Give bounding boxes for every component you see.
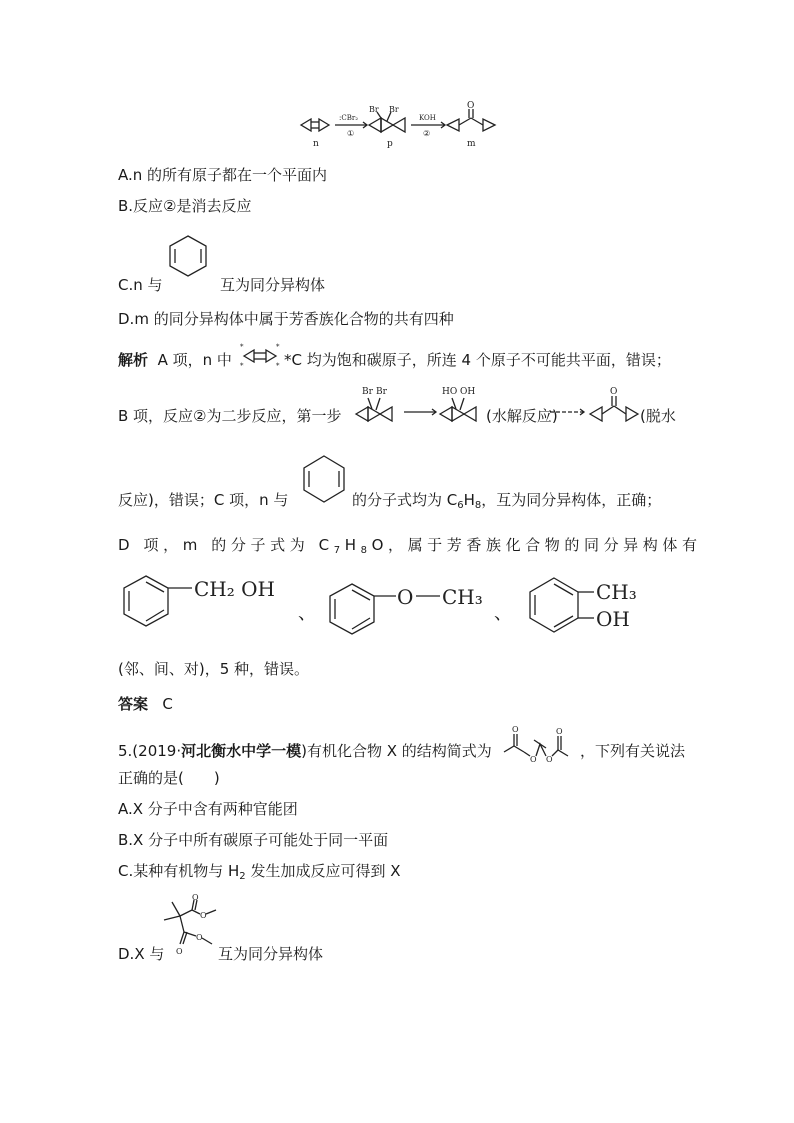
oxygen: O — [467, 101, 475, 111]
x-o-4: O — [556, 727, 563, 736]
option-c-suffix: 互为同分异构体 — [220, 276, 326, 294]
q5-stem-a: )有机化合物 X 的结构简式为 — [301, 742, 492, 760]
ch3-label-1: CH₃ — [442, 585, 483, 609]
analysis-line4a: D 项，m 的分子式为 C — [118, 536, 334, 554]
iso-o-2: O — [200, 911, 207, 920]
br-b: Br — [376, 387, 387, 397]
iso-o-3: O — [176, 947, 183, 956]
q5-option-b: B.X 分子中所有碳原子可能处于同一平面 — [118, 831, 389, 849]
analysis-line5: (邻、间、对)，5 种，错误。 — [118, 660, 310, 678]
reagent-2: KOH — [419, 114, 436, 122]
option-a: A.n 的所有原子都在一个平面内 — [118, 166, 328, 184]
reagent-1: :CBr₂ — [339, 114, 359, 122]
ch2oh-label: CH₂ OH — [194, 577, 275, 601]
br-1: Br — [369, 105, 379, 114]
analysis-line3b: 的分子式均为 C — [352, 491, 458, 509]
q5-prefix: 5.(2019· — [118, 742, 182, 760]
q5-option-c-a: C.某种有机物与 H — [118, 862, 240, 880]
reaction-scheme — [295, 100, 505, 150]
x-o-3: O — [546, 755, 553, 764]
x-o-1: O — [512, 725, 519, 734]
answer-value: C — [162, 695, 173, 713]
q5-option-d-prefix: D.X 与 — [118, 945, 165, 963]
anisole-structure — [324, 580, 494, 642]
step-2: ② — [423, 129, 431, 138]
analysis-line4b: O，属于芳香族化合物的同分异构体有 — [371, 536, 702, 554]
analysis-line1b: C 均为饱和碳原子，所连 4 个原子不可能共平面，错误； — [291, 351, 671, 369]
q5-option-d-suffix: 互为同分异构体 — [218, 945, 324, 963]
separator-1: 、 — [298, 603, 316, 624]
ether-o-label: O — [397, 585, 414, 609]
iso-o-4: O — [196, 933, 203, 942]
iso-o-1: O — [192, 893, 199, 902]
analysis-label: 解析 — [118, 351, 149, 369]
option-c-prefix: C.n 与 — [118, 276, 163, 294]
separator-2: 、 — [494, 603, 512, 624]
oh-label-2: OH — [596, 607, 630, 631]
n-starred-structure — [238, 342, 286, 370]
analysis-line2a: B 项，反应②为二步反应，第一步 — [118, 407, 342, 425]
answer-label: 答案 — [118, 695, 149, 713]
ketone-o: O — [610, 387, 618, 397]
ch3-label-2: CH₃ — [596, 580, 637, 604]
cresol-structure — [522, 572, 652, 638]
label-n: n — [313, 139, 319, 149]
analysis-line3a: 反应)，错误；C 项，n 与 — [118, 491, 289, 509]
analysis-line1a: A 项，n 中 — [157, 351, 232, 369]
svg-text:*: * — [276, 362, 280, 370]
label-m: m — [467, 139, 476, 149]
br-2: Br — [389, 105, 399, 114]
q5-option-c-b: 发生加成反应可得到 X — [245, 862, 401, 880]
option-d: D.m 的同分异构体中属于芳香族化合物的共有四种 — [118, 310, 454, 328]
svg-text:*: * — [240, 343, 244, 351]
svg-text:*: * — [240, 362, 244, 370]
cyclohexadiene-structure-2 — [298, 452, 352, 506]
oh-label: OH — [460, 387, 476, 397]
analysis-line2b: (水解反应) — [486, 407, 558, 425]
q5-option-a: A.X 分子中含有两种官能团 — [118, 800, 298, 818]
label-p: p — [387, 139, 393, 149]
q5-stem-c: 正确的是( ) — [118, 769, 220, 787]
svg-text:*: * — [276, 343, 280, 351]
benzyl-alcohol-structure — [118, 572, 298, 634]
ho-label: HO — [442, 387, 458, 397]
analysis-line2c: (脱水 — [640, 407, 676, 425]
analysis-line3c: ，互为同分异构体，正确； — [481, 491, 662, 509]
cyclohexadiene-structure — [164, 232, 214, 282]
compound-x-structure — [500, 722, 582, 762]
x-o-2: O — [530, 755, 537, 764]
option-b: B.反应②是消去反应 — [118, 197, 252, 215]
step-1: ① — [347, 129, 355, 138]
q5-stem-b: ，下列有关说法 — [580, 742, 686, 760]
isomer-structure — [160, 893, 224, 964]
br-a: Br — [362, 387, 373, 397]
q5-source: 河北衡水中学一模 — [181, 742, 302, 760]
